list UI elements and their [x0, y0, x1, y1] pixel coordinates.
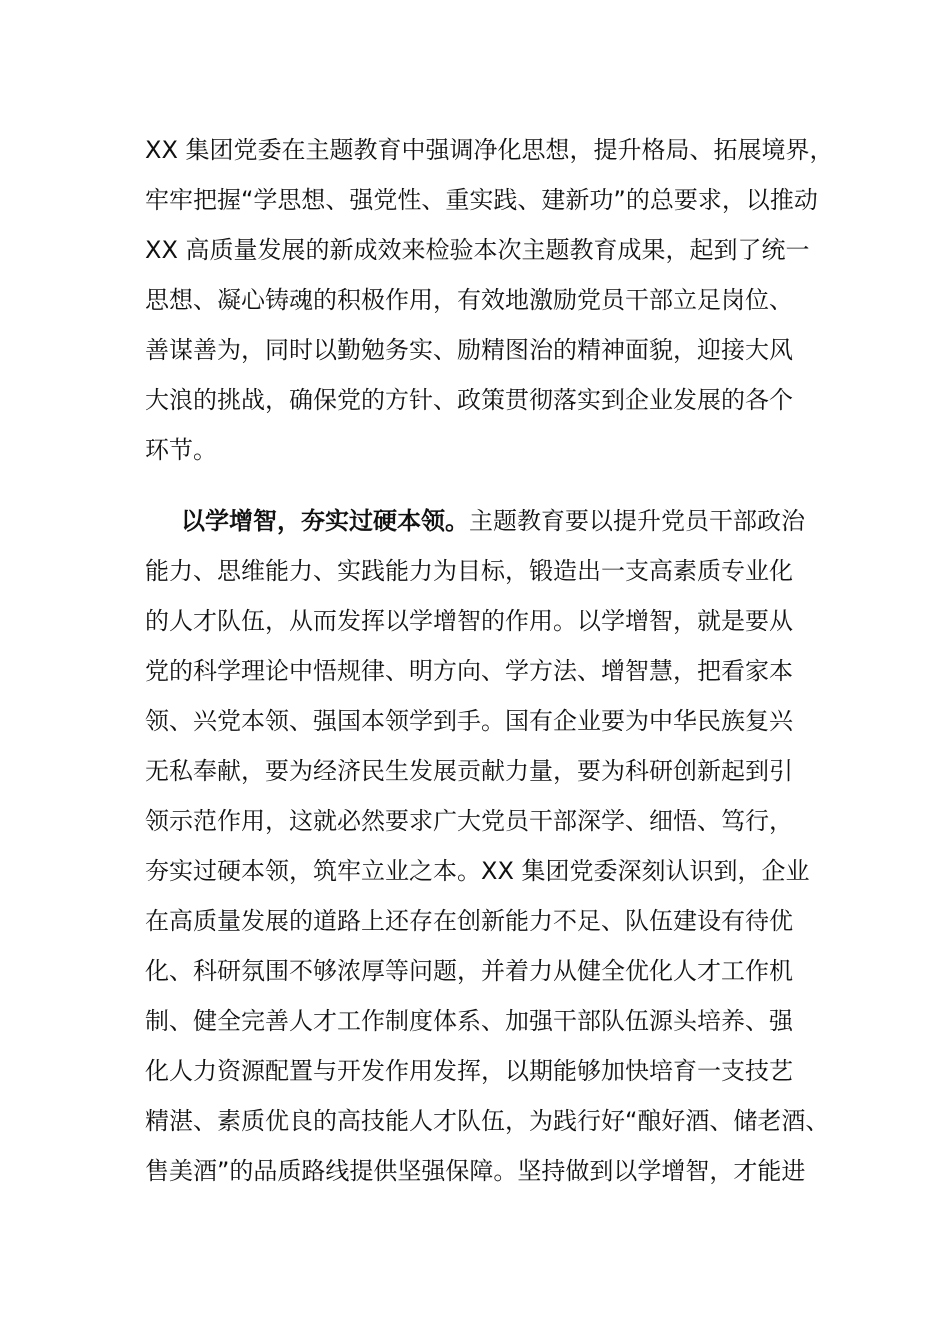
paragraph-1-line: XX 集团党委在主题教育中强调净化思想，提升格局、拓展境界， — [145, 136, 834, 164]
paragraph-2-line: 的人才队伍，从而发挥以学增智的作用。以学增智，就是要从 — [145, 607, 793, 635]
paragraph-2-line: 制、健全完善人才工作制度体系、加强干部队伍源头培养、强 — [145, 1007, 793, 1035]
paragraph-1-line: 大浪的挑战，确保党的方针、政策贯彻落实到企业发展的各个 — [145, 386, 793, 414]
paragraph-2-line: 无私奉献，要为经济民生发展贡献力量，要为科研创新起到引 — [145, 757, 793, 785]
paragraph-2-line: 领示范作用，这就必然要求广大党员干部深学、细悟、笃行， — [145, 807, 793, 835]
paragraph-2-line: 领、兴党本领、强国本领学到手。国有企业要为中华民族复兴 — [145, 707, 793, 735]
paragraph-2-line: 夯实过硬本领，筑牢立业之本。XX 集团党委深刻认识到，企业 — [145, 857, 810, 885]
paragraph-1-line: 环节。 — [145, 436, 217, 464]
paragraph-1-line: 思想、凝心铸魂的积极作用，有效地激励党员干部立足岗位、 — [145, 286, 793, 314]
section-heading: 以学增智，夯实过硬本领。 — [181, 507, 469, 535]
paragraph-2-line: 化、科研氛围不够浓厚等问题，并着力从健全优化人才工作机 — [145, 957, 793, 985]
paragraph-2-line: 在高质量发展的道路上还存在创新能力不足、队伍建设有待优 — [145, 907, 793, 935]
paragraph-2-line: 售美酒”的品质路线提供坚强保障。坚持做到以学增智，才能进 — [145, 1157, 806, 1185]
paragraph-2 — [145, 496, 830, 1196]
paragraph-2-line: 化人力资源配置与开发作用发挥，以期能够加快培育一支技艺 — [145, 1057, 793, 1085]
paragraph-1-line: 善谋善为，同时以勤勉务实、励精图治的精神面貌，迎接大风 — [145, 336, 793, 364]
paragraph-1 — [145, 125, 834, 475]
paragraph-2-first-line — [145, 496, 810, 546]
paragraph-2-first-line-text: 主题教育要以提升党员干部政治 — [469, 507, 805, 535]
paragraph-1-line: XX 高质量发展的新成效来检验本次主题教育成果，起到了统一 — [145, 236, 810, 264]
paragraph-2-line: 能力、思维能力、实践能力为目标，锻造出一支高素质专业化 — [145, 557, 793, 585]
paragraph-2-line: 精湛、素质优良的高技能人才队伍，为践行好“酿好酒、储老酒、 — [145, 1107, 830, 1135]
paragraph-1-line: 牢牢把握“学思想、强党性、重实践、建新功”的总要求，以推动 — [145, 186, 818, 214]
paragraph-2-line: 党的科学理论中悟规律、明方向、学方法、增智慧，把看家本 — [145, 657, 793, 685]
